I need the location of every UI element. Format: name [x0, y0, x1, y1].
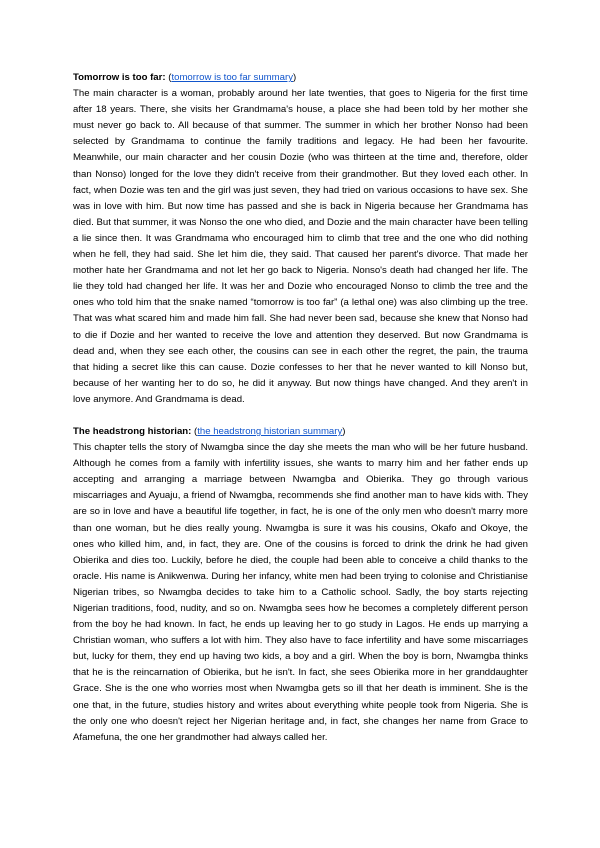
section-tomorrow-is-too-far	[73, 70, 528, 408]
summary-link[interactable]: the headstrong historian summary	[197, 425, 343, 437]
link-close-paren: )	[342, 425, 346, 437]
section-body: This chapter tells the story of Nwamgba since the day she meets the man who will be her future husband. Although he comes from a family with infertility issues, she wants to marry him and her father ends up accepting and arranging a marriage between Nwamgba and Obierika. They go through various miscarriages and Ayuaju, a friend of Nwamgba, recommends she find another man to have kids with. They are so in love and have a beautiful life together, in fact, he is one of the only men who doesn't marry more than one woman, but he dies really young. Nwamgba is sure it was his cousins, Okafo and Okoye, the ones who killed him, and, in fact, they are. One of the cousins is forced to drink the drink he had given Obierika and dies too. Luckily, before he died, the couple had been able to conceive a child thanks to the oracle. His name is Anikwenwa. During her infancy, white men had been trying to colonise and Christianise Nigerian tribes, so Nwamgba decides to take him to a Catholic school. Sadly, the boy starts rejecting Nigerian traditions, food, nudity, and so on. Nwamgba sees how he becomes a completely different person from the boy he had known. In fact, he ends up leaving her to go study in Lagos. He ends up marrying a Christian woman, who suffers a lot with him. They also have to face infertility and have some miscarriages but, lucky for them, they end up having two kids, a boy and a girl. When the boy is born, Nwamgba thinks that he is the reincarnation of Obierika, but he isn't. In fact, she sees Obierika more in her granddaughter Grace. She is the one who worries most when Nwamgba gets so ill that her death is imminent. She is the one that, in the future, studies history and writes about everything white people took from Nigeria. She is the only one who doesn't reject her Nigerian heritage and, in fact, she changes her name from Grace to Afamefuna, the one her grandmother had always called her.	[73, 442, 528, 743]
section-title: Tomorrow is too far:	[73, 72, 166, 83]
link-open-paren: (	[191, 425, 198, 437]
section-headstrong-historian	[73, 424, 528, 746]
section-heading	[73, 70, 528, 86]
document-page	[73, 70, 528, 746]
section-title: The headstrong historian:	[73, 425, 192, 437]
link-open-paren: (	[165, 72, 172, 83]
link-close-paren: )	[293, 72, 297, 83]
summary-link[interactable]: tomorrow is too far summary	[171, 72, 293, 83]
section-heading	[73, 424, 528, 440]
section-body: The main character is a woman, probably around her late twenties, that goes to Nigeria for the first time after 18 years. There, she visits her Grandmama's house, a place she had been told by her mother she must never go back to. All because of that summer. The summer in which her brother Nonso had been selected by Grandmama to continue the family traditions and legacy. He had been her favourite. Meanwhile, our main character and her cousin Dozie (who was thirteen at the time and, therefore, older than Nonso) longed for the love they didn't receive from their grandmother. But they loved each other. In fact, when Dozie was ten and the girl was just seven, they had tried on various occasions to have sex. She was in love with him. But now time has passed and she is back in Nigeria because her Grandmama has died. But that summer, it was Nonso the one who died, and Dozie and the main character have been telling a lie since then. It was Grandmama who encouraged him to climb that tree and the one who did nothing when he fell, they had said. She let him die, they said. That caused her parent's divorce. That made her mother hate her Grandmama and not let her go back to Nigeria. Nonso's death had changed her life. The lie they told had changed her life. It was her and Dozie who encouraged Nonso to climb the tree and the ones who told him that the snake named “tomorrow is too far” (a lethal one) was also climbing up the tree. That was what scared him and made him fall. She had never been sad, because she knew that Nonso had to die if Dozie and her wanted to receive the love and attention they deserved. But now Grandmama is dead and, when they see each other, the cousins can see in each other the regret, the pain, the trauma that hiding a secret like this can cause. Dozie confesses to her that he never wanted to kill Nonso but, because of her wanting her to do so, he did it anyway. But now things have changed. And they aren't in love anymore. And Grandmama is dead.	[73, 88, 528, 405]
